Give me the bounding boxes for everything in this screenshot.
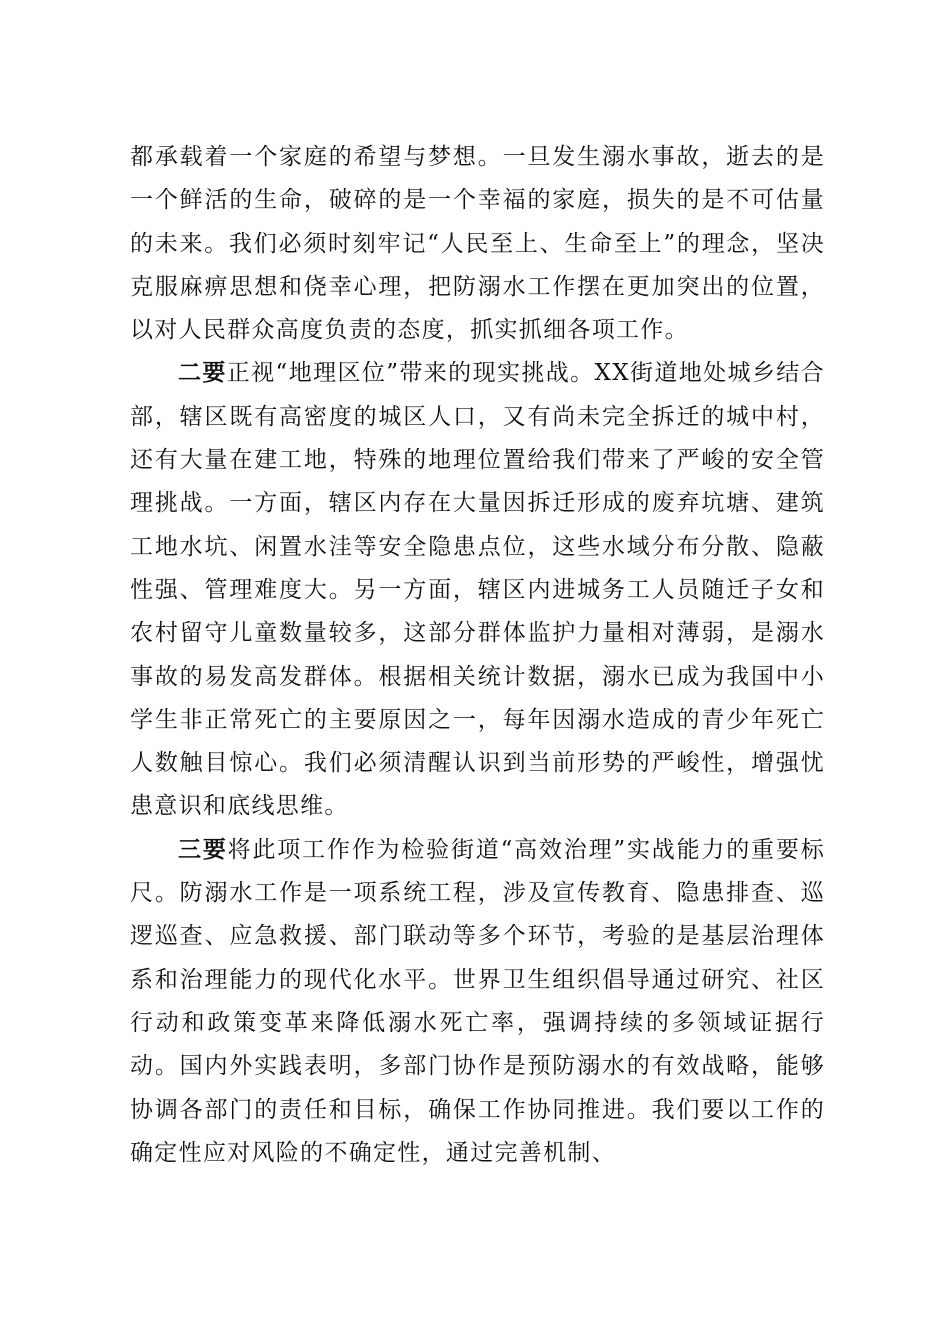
paragraph-continuation [130,136,825,352]
paragraph-point-two [130,352,825,828]
paragraph-lead: 二要 [178,360,227,387]
paragraph-text: 都承载着一个家庭的希望与梦想。一旦发生溺水事故，逝去的是一个鲜活的生命，破碎的是一个幸福的家庭，损失的是不可估量的未来。我们必须时刻牢记“人民至上、生命至上”的理念，坚决克服麻痹思想和侥幸心理，把防溺水工作摆在更加突出的位置，以对人民群众高度负责的态度，抓实抓细各项工作。 [130,144,825,344]
paragraph-text: 正视“地理区位”带来的现实挑战。XX街道地处城乡结合部，辖区既有高密度的城区人口，又有尚未完全拆迁的城中村，还有大量在建工地，特殊的地理位置给我们带来了严峻的安全管理挑战。一方面，辖区内存在大量因拆迁形成的废弃坑塘、建筑工地水坑、闲置水洼等安全隐患点位，这些水域分布分散、隐蔽性强、管理难度大。另一方面，辖区内进城务工人员随迁子女和农村留守儿童数量较多，这部分群体监护力量相对薄弱，是溺水事故的易发高发群体。根据相关统计数据，溺水已成为我国中小学生非正常死亡的主要原因之一，每年因溺水造成的青少年死亡人数触目惊心。我们必须清醒认识到当前形势的严峻性，增强忧患意识和底线思维。 [130,360,825,820]
paragraph-text: 将此项工作作为检验街道“高效治理”实战能力的重要标尺。防溺水工作是一项系统工程，涉及宣传教育、隐患排查、巡逻巡查、应急救援、部门联动等多个环节，考验的是基层治理体系和治理能力的现代化水平。世界卫生组织倡导通过研究、社区行动和政策变革来降低溺水死亡率，强调持续的多领域证据行动。国内外实践表明，多部门协作是预防溺水的有效战略，能够协调各部门的责任和目标，确保工作协同推进。我们要以工作的确定性应对风险的不确定性，通过完善机制、 [130,836,825,1166]
paragraph-lead: 三要 [178,836,228,863]
paragraph-point-three [130,829,825,1175]
document-body [130,136,825,1175]
